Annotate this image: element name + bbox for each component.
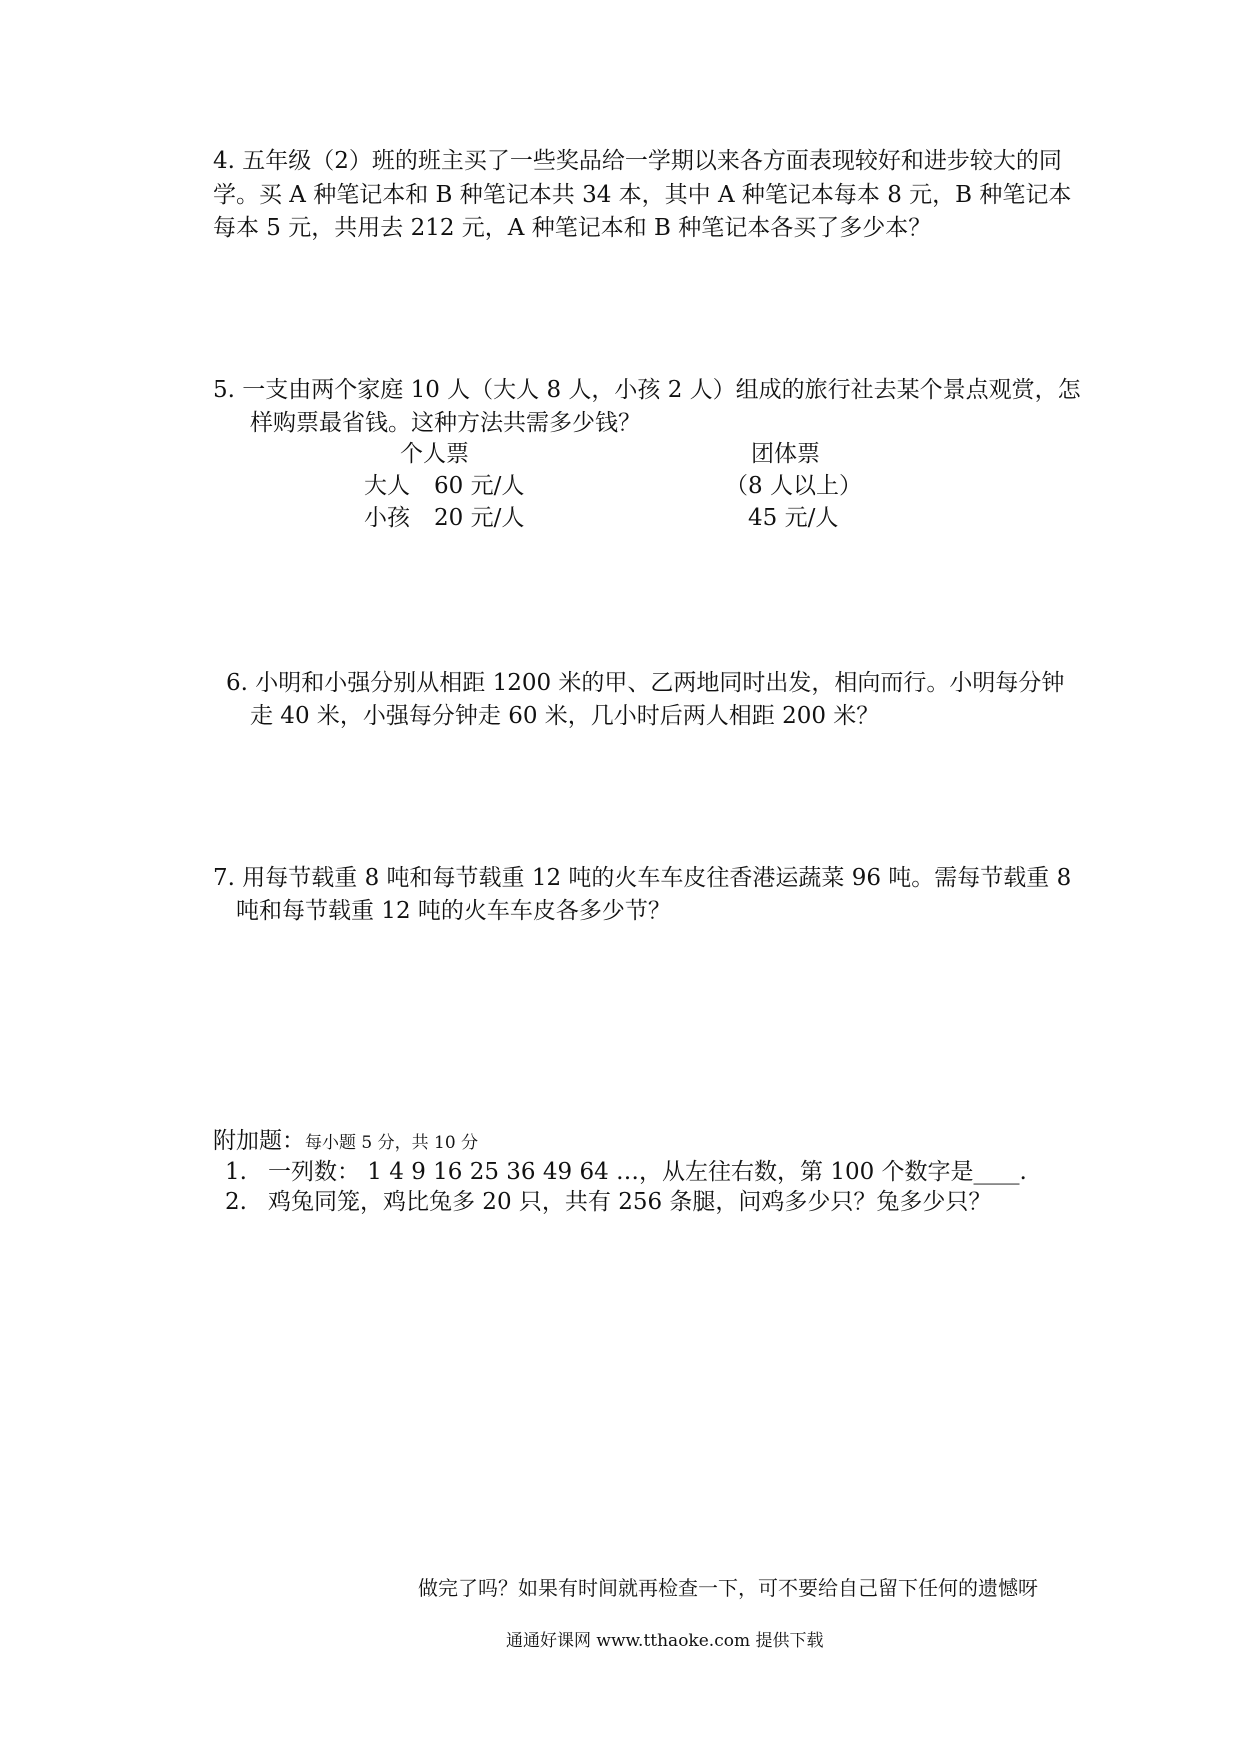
bonus-score-note: 每小题 5 分，共 10 分 [305,1133,479,1153]
q5-individual-header: 个人票 [400,441,469,467]
q5-line-1: 5. 一支由两个家庭 10 人（大人 8 人，小孩 2 人）组成的旅行社去某个景点观赏，怎 [213,377,1081,403]
q6-line-1: 6. 小明和小强分别从相距 1200 米的甲、乙两地同时出发，相向而行。小明每分钟 [226,670,1065,696]
q7-line-1: 7. 用每节载重 8 吨和每节载重 12 吨的火车车皮往香港运蔬菜 96 吨。需每节载重 8 [213,865,1072,891]
q4-line-1: 4. 五年级（2）班的班主买了一些奖品给一学期以来各方面表现较好和进步较大的同 [213,148,1062,174]
q6-line-2: 走 40 米，小强每分钟走 60 米，几小时后两人相距 200 米？ [250,703,880,729]
q7-line-2: 吨和每节载重 12 吨的火车车皮各多少节？ [236,898,671,924]
q5-adult-price: 60 元/人 [434,473,525,499]
q4-line-2: 学。买 A 种笔记本和 B 种笔记本共 34 本，其中 A 种笔记本每本 8 元，B 种笔记本 [213,182,1072,208]
bonus-title: 附加题： [213,1128,305,1154]
q5-group-header: 团体票 [751,441,820,467]
bonus-item-1-number: 1. [225,1159,247,1185]
q5-child-price: 20 元/人 [434,505,525,531]
q5-group-price: 45 元/人 [748,505,839,531]
bonus-item-2-number: 2. [225,1189,247,1215]
q5-adult-label: 大人 [364,473,410,499]
closing-note: 做完了吗？如果有时间就再检查一下，可不要给自己留下任何的遗憾呀 [418,1576,1038,1600]
bonus-item-2-text: 鸡兔同笼，鸡比兔多 20 只，共有 256 条腿，问鸡多少只？兔多少只？ [268,1189,992,1215]
bonus-header [213,1126,478,1158]
q5-group-condition: （8 人以上） [725,473,862,499]
footer-source: 通通好课网 www.tthaoke.com 提供下载 [506,1631,824,1651]
bonus-item-1-text: 一列数： 1 4 9 16 25 36 49 64 …，从左往右数，第 100 个数字是____. [268,1159,1027,1185]
q5-child-label: 小孩 [364,505,410,531]
q4-line-3: 每本 5 元，共用去 212 元，A 种笔记本和 B 种笔记本各买了多少本？ [213,215,932,241]
q5-line-2: 样购票最省钱。这种方法共需多少钱？ [250,410,641,436]
